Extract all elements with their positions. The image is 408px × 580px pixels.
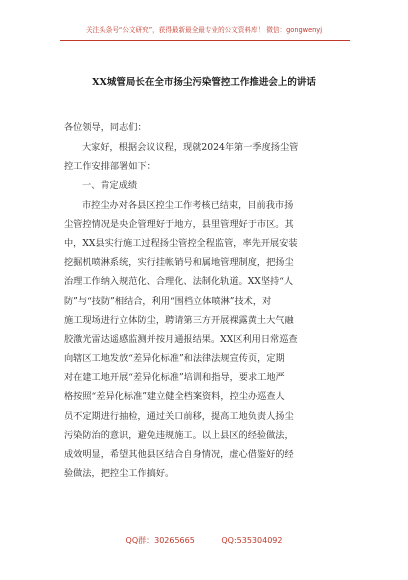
paragraph-line: 验做法，把控尘工作搞好。 xyxy=(64,468,175,480)
salutation xyxy=(64,118,354,137)
paragraph-line: 尘管控情况是央企管理好于地方，县里管理好于市区。其 xyxy=(64,218,294,230)
paragraph-line: 对在建工地开展“差异化标准”培训和指导，要求工地严 xyxy=(64,372,285,384)
paragraph-line: 向辖区工地发放“差异化标准”和法律法规宣传页，定期 xyxy=(64,353,285,365)
paragraph-line: 员不定期进行抽检，通过关口前移，提高工地负责人扬尘 xyxy=(64,410,294,422)
paragraph-line: 市控尘办对各县区控尘工作考核已结束，目前我市扬 xyxy=(82,199,294,211)
salutation-text: 各位领导，同志们： xyxy=(64,122,147,133)
paragraph-line: 控工作安排部署如下： xyxy=(64,161,156,173)
qq-number: QQ:535304092 xyxy=(221,536,283,545)
paragraph-line: 防”与“技防”相结合，利用“围档立体喷淋”技术，对 xyxy=(64,295,272,307)
qq-group-number: QQ群：30265665 xyxy=(125,536,195,545)
paragraph-line: 挖掘机喷淋系统，实行挂帐销号和属地管理制度，把扬尘 xyxy=(64,257,294,269)
paragraph-line: 胶激光雷达遥感监测并按月通报结果。XX区利用日常巡查 xyxy=(64,333,298,345)
document-body xyxy=(64,138,354,483)
paragraph-line: 施工现场进行立体防尘，聘请第三方开展裸露黄土大气融 xyxy=(64,314,294,326)
header-divider xyxy=(60,40,350,41)
section-heading: 一、肯定成绩 xyxy=(82,180,138,192)
paragraph-line: 污染防治的意识，避免违规施工。以上县区的经验做法， xyxy=(64,429,294,441)
paragraph-line: 大家好，根据会议议程，现就2024年第一季度扬尘管 xyxy=(82,142,299,153)
paragraph-line: 成效明显，希望其他县区结合自身情况，虚心借鉴好的经 xyxy=(64,449,294,460)
paragraph-line: 格按照“差异化标准”建立健全档案资料，控尘办巡查人 xyxy=(64,391,285,403)
header-banner: 关注头条号“公文研究”，获得最新最全最专业的公文资料库！ 微信：gongwenyj xyxy=(85,26,323,34)
paragraph-line: 中，XX县实行施工过程扬尘管控全程监管，率先开展安装 xyxy=(64,237,298,249)
paragraph-line: 治理工作纳入规范化、合理化、法制化轨道。XX坚持“人 xyxy=(64,276,294,288)
footer-contact xyxy=(0,535,408,546)
document-title: XX城管局长在全市扬尘污染管控工作推进会上的讲话 xyxy=(92,77,316,88)
